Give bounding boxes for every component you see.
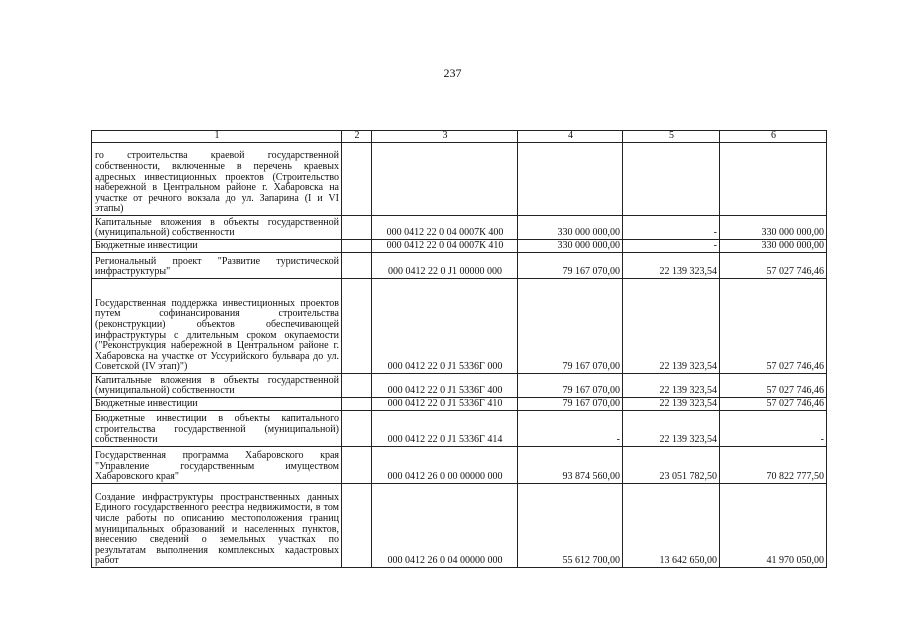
- amount-total: [518, 143, 623, 216]
- amount-total: 79 167 070,00: [518, 374, 623, 398]
- amount-total: 330 000 000,00: [518, 216, 623, 240]
- expense-name: Бюджетные инвестиции: [92, 398, 342, 411]
- budget-code: 000 0412 22 0 J1 5336Г 414: [372, 411, 518, 447]
- amount-col5: 22 139 323,54: [623, 398, 720, 411]
- amount-total: 79 167 070,00: [518, 279, 623, 374]
- cell-col2: [342, 398, 372, 411]
- column-header: 3: [372, 131, 518, 143]
- amount-col5: -: [623, 216, 720, 240]
- budget-code: 000 0412 22 0 J1 00000 000: [372, 253, 518, 279]
- table-row: [92, 240, 827, 253]
- amount-col6: -: [720, 411, 827, 447]
- expense-name: Капитальные вложения в объекты государственной (муниципальной) собственности: [92, 216, 342, 240]
- amount-col5: 22 139 323,54: [623, 253, 720, 279]
- amount-col6: 57 027 746,46: [720, 398, 827, 411]
- expense-name: Бюджетные инвестиции в объекты капитального строительства государственной (муниципальной) собственности: [92, 411, 342, 447]
- amount-col5: 22 139 323,54: [623, 279, 720, 374]
- amount-col6: 70 822 777,50: [720, 447, 827, 484]
- table-row: [92, 374, 827, 398]
- header-row: [92, 131, 827, 143]
- amount-col5: 13 642 650,00: [623, 484, 720, 568]
- budget-code: 000 0412 22 0 J1 5336Г 410: [372, 398, 518, 411]
- amount-col5: 22 139 323,54: [623, 411, 720, 447]
- budget-code: 000 0412 22 0 J1 5336Г 400: [372, 374, 518, 398]
- page-number: 237: [443, 66, 462, 80]
- amount-total: 55 612 700,00: [518, 484, 623, 568]
- table-row: [92, 143, 827, 216]
- amount-total: 79 167 070,00: [518, 253, 623, 279]
- table-row: [92, 253, 827, 279]
- amount-col6: [720, 143, 827, 216]
- budget-code: 000 0412 22 0 04 0007К 400: [372, 216, 518, 240]
- column-header: 4: [518, 131, 623, 143]
- budget-code: 000 0412 26 0 04 00000 000: [372, 484, 518, 568]
- cell-col2: [342, 240, 372, 253]
- expense-name: Капитальные вложения в объекты государственной (муниципальной) собственности: [92, 374, 342, 398]
- amount-total: 93 874 560,00: [518, 447, 623, 484]
- expense-name: Региональный проект "Развитие туристической инфраструктуры": [92, 253, 342, 279]
- amount-col6: 57 027 746,46: [720, 279, 827, 374]
- expense-name: Государственная поддержка инвестиционных проектов путем софинансирования строительства (реконструкции) объектов обеспечивающей инфраструктуры с длительным сроком окупаемости ("Реконструкция набережной в Центральном районе г. Хабаровска на участке от Уссурийского бульвара до ул. Советской (IV этап)"): [92, 279, 342, 374]
- table-row: [92, 398, 827, 411]
- cell-col2: [342, 447, 372, 484]
- budget-code: 000 0412 22 0 04 0007К 410: [372, 240, 518, 253]
- amount-col5: -: [623, 240, 720, 253]
- amount-col6: 57 027 746,46: [720, 253, 827, 279]
- amount-total: 330 000 000,00: [518, 240, 623, 253]
- expense-name: Государственная программа Хабаровского края "Управление государственным имуществом Хабаровского края": [92, 447, 342, 484]
- table-row: [92, 411, 827, 447]
- amount-col6: 330 000 000,00: [720, 240, 827, 253]
- cell-col2: [342, 143, 372, 216]
- amount-total: -: [518, 411, 623, 447]
- expense-name: Бюджетные инвестиции: [92, 240, 342, 253]
- budget-code: [372, 143, 518, 216]
- table-row: [92, 447, 827, 484]
- cell-col2: [342, 374, 372, 398]
- cell-col2: [342, 484, 372, 568]
- table-row: [92, 279, 827, 374]
- expense-name: го строительства краевой государственной собственности, включенные в перечень краевых адресных инвестиционных проектов (Строительство набережной в Центральном районе г. Хабаровска на участке от речного вокзала до ул. Запарина (I и VI этапы): [92, 143, 342, 216]
- column-header: 5: [623, 131, 720, 143]
- column-header: 1: [92, 131, 342, 143]
- column-header: 6: [720, 131, 827, 143]
- budget-table: [91, 130, 827, 568]
- table-row: [92, 216, 827, 240]
- cell-col2: [342, 279, 372, 374]
- budget-code: 000 0412 22 0 J1 5336Г 000: [372, 279, 518, 374]
- amount-col5: 22 139 323,54: [623, 374, 720, 398]
- amount-col5: [623, 143, 720, 216]
- amount-total: 79 167 070,00: [518, 398, 623, 411]
- amount-col6: 330 000 000,00: [720, 216, 827, 240]
- table-row: [92, 484, 827, 568]
- cell-col2: [342, 411, 372, 447]
- budget-code: 000 0412 26 0 00 00000 000: [372, 447, 518, 484]
- amount-col5: 23 051 782,50: [623, 447, 720, 484]
- column-header: 2: [342, 131, 372, 143]
- amount-col6: 41 970 050,00: [720, 484, 827, 568]
- cell-col2: [342, 216, 372, 240]
- amount-col6: 57 027 746,46: [720, 374, 827, 398]
- cell-col2: [342, 253, 372, 279]
- expense-name: Создание инфраструктуры пространственных данных Единого государственного реестра недвижимости, в том числе работы по описанию местоположения границ муниципальных образований и населенных пунктов, внесению сведений о земельных участках по результатам выполнения комплексных кадастровых работ: [92, 484, 342, 568]
